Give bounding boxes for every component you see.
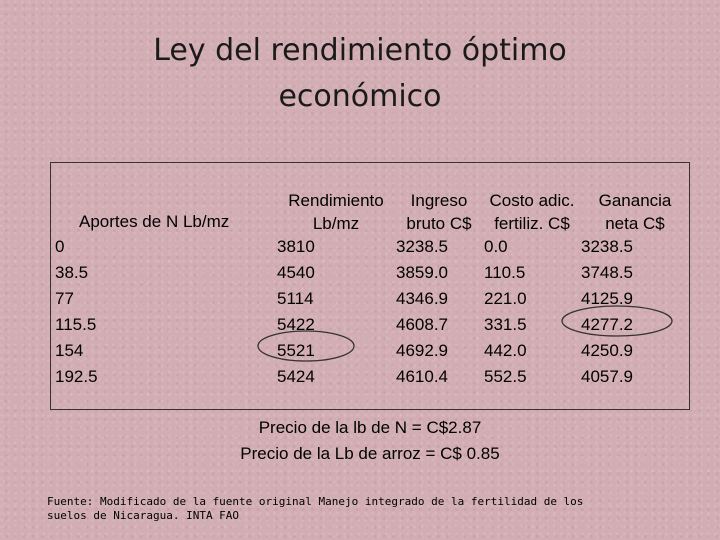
cell-ingreso: 4610.4 xyxy=(396,367,448,386)
header-costo-line-1: Costo adic. xyxy=(489,191,575,210)
cell-aporte: 115.5 xyxy=(55,315,97,334)
cell-rendimiento: 5114 xyxy=(277,289,314,308)
cell-ingreso: 3238.5 xyxy=(396,237,448,256)
header-aportes: Aportes de N Lb/mz xyxy=(79,212,230,231)
cell-ganancia: 4277.2 xyxy=(581,315,633,334)
cell-rendimiento: 3810 xyxy=(277,237,315,256)
cell-ingreso: 4346.9 xyxy=(396,289,448,308)
cell-aporte: 154 xyxy=(55,341,84,360)
cell-aporte: 0 xyxy=(55,237,65,256)
price-notes xyxy=(50,415,690,467)
header-rendimiento-line-1: Rendimiento xyxy=(288,191,384,210)
cell-costo: 442.0 xyxy=(484,341,527,360)
slide-title-line-2: económico xyxy=(278,79,442,114)
cell-aporte: 77 xyxy=(55,289,74,308)
cell-costo: 552.5 xyxy=(484,367,527,386)
header-ingreso-line-1: Ingreso xyxy=(410,191,468,210)
cell-aporte: 192.5 xyxy=(55,367,98,386)
source-note xyxy=(47,495,607,523)
source-line-1: Fuente: Modificado de la fuente original Manejo integrado de la fertilidad de los xyxy=(47,495,584,508)
cell-costo: 110.5 xyxy=(484,263,526,282)
header-rendimiento-line-2: Lb/mz xyxy=(312,214,360,233)
cell-costo: 221.0 xyxy=(484,289,527,308)
cell-rendimiento: 5422 xyxy=(277,315,315,334)
cell-rendimiento: 4540 xyxy=(277,263,315,282)
cell-ingreso: 4692.9 xyxy=(396,341,448,360)
data-table xyxy=(50,162,690,410)
header-ganancia-line-2: neta C$ xyxy=(605,214,665,233)
slide-title xyxy=(0,28,720,120)
slide-title-line-1: Ley del rendimiento óptimo xyxy=(153,33,567,68)
price-note-arroz: Precio de la Lb de arroz = C$ 0.85 xyxy=(240,444,500,463)
highlight-ellipse-rendimiento xyxy=(256,329,356,363)
header-ganancia-line-1: Ganancia xyxy=(598,191,672,210)
highlight-ellipse-ganancia xyxy=(560,304,674,338)
cell-costo: 331.5 xyxy=(484,315,527,334)
header-ganancia xyxy=(583,189,687,235)
cell-rendimiento: 5521 xyxy=(277,341,315,360)
cell-ingreso: 3859.0 xyxy=(396,263,448,282)
header-ingreso xyxy=(395,189,483,235)
source-line-2: suelos de Nicaragua. INTA FAO xyxy=(47,509,240,522)
cell-ganancia: 4057.9 xyxy=(581,367,633,386)
header-rendimiento xyxy=(277,189,395,235)
cell-ganancia: 3238.5 xyxy=(581,237,633,256)
cell-ganancia: 4250.9 xyxy=(581,341,633,360)
cell-aporte: 38.5 xyxy=(55,263,89,282)
header-costo-line-2: fertiliz. C$ xyxy=(494,214,570,233)
cell-rendimiento: 5424 xyxy=(277,367,315,386)
header-ingreso-line-2: bruto C$ xyxy=(406,214,472,233)
cell-ganancia: 4125.9 xyxy=(581,289,633,308)
cell-ganancia: 3748.5 xyxy=(581,263,633,282)
cell-ingreso: 4608.7 xyxy=(396,315,448,334)
price-note-n: Precio de la lb de N = C$2.87 xyxy=(258,418,482,437)
cell-costo: 0.0 xyxy=(484,237,508,256)
header-costo xyxy=(482,189,582,235)
